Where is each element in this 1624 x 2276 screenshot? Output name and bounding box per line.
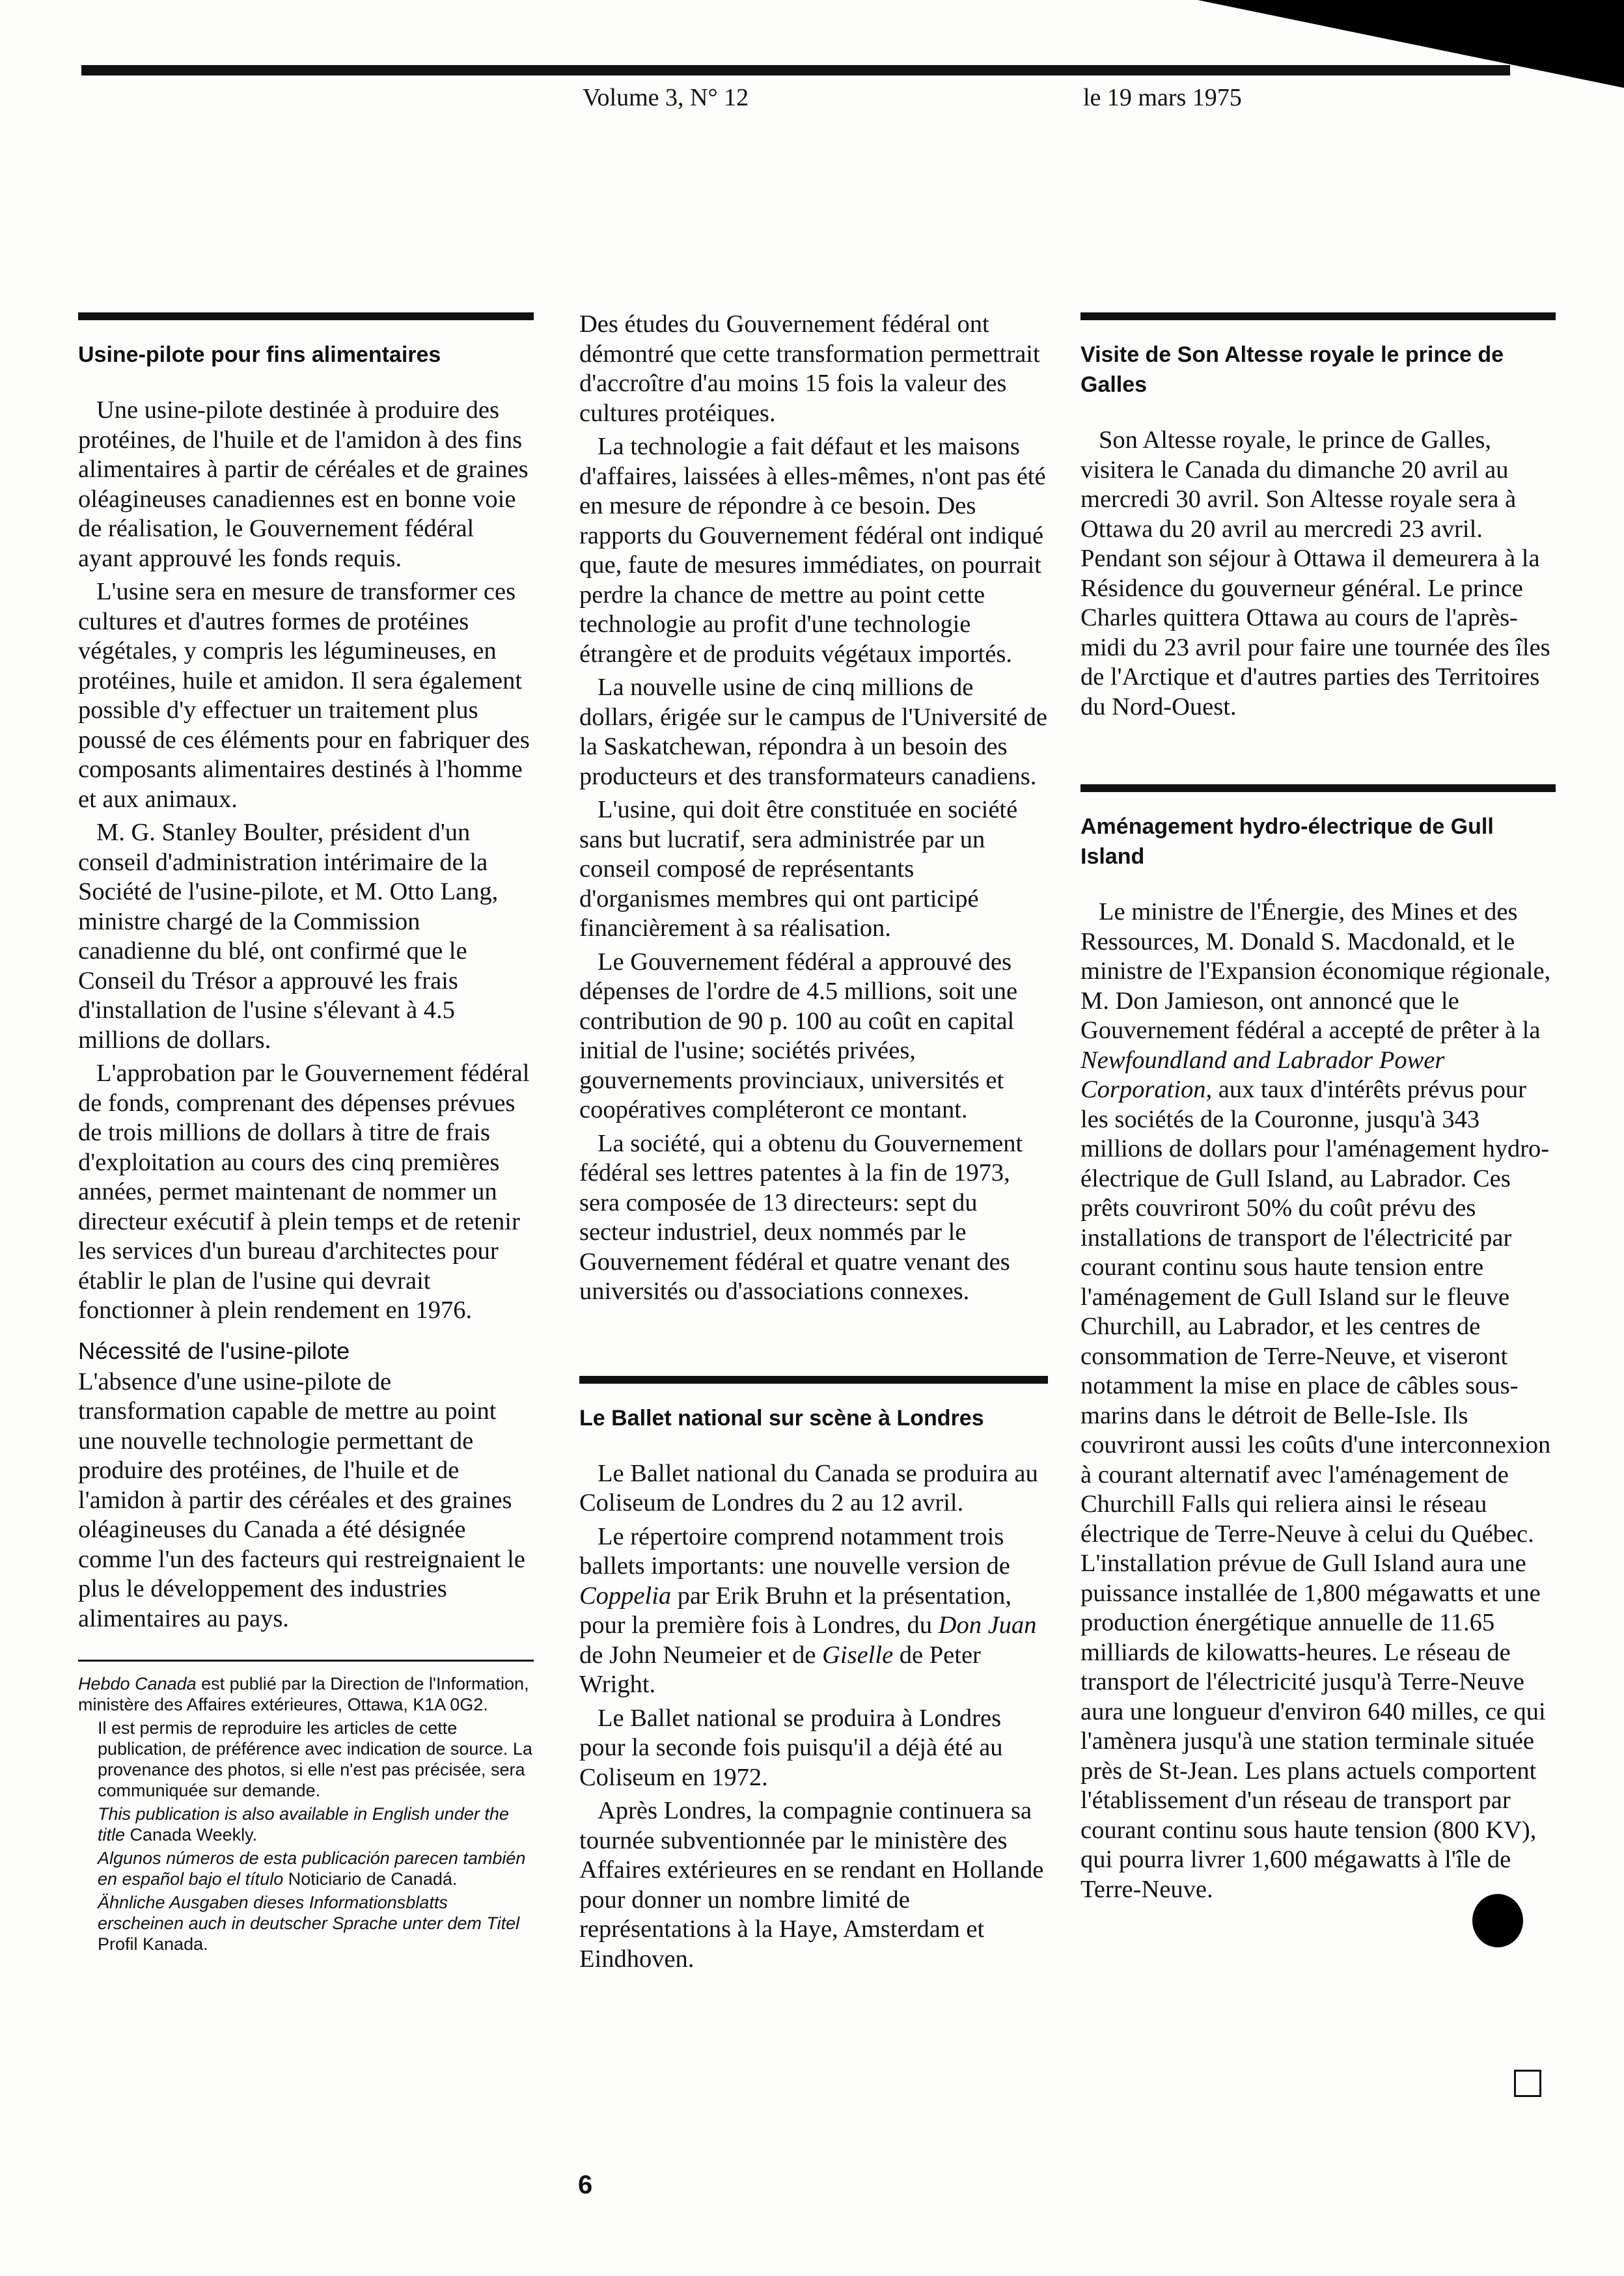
scan-corner-mark (0, 0, 1624, 91)
article-title-gull-island: Aménagement hydro-électrique de Gull Island (1080, 814, 1494, 869)
paragraph: La nouvelle usine de cinq millions de dollars, érigée sur le campus de l'Université de la Saskatchewan, répondra à un besoin des producteurs et des transformateurs canadiens. (579, 674, 1047, 790)
paragraph: L'absence d'une usine-pilote de transformation capable de mettre au point une nouvelle technologie permettant de produire des protéines, de l'huile et de l'amidon à partir des céréales et des graines oléagineuses du Canada a été désignée comme l'un des facteurs qui restreignaient le plus le développement des industries alimentaires au pays. (78, 1367, 525, 1632)
imprint-line (78, 1803, 534, 1845)
paragraph (579, 1522, 1048, 1700)
volume-number: Volume 3, N° 12 (583, 84, 749, 111)
page-number: 6 (578, 2171, 593, 2199)
text-run: de Peter Wright. (579, 1641, 981, 1698)
paragraph: M. G. Stanley Boulter, président d'un conseil d'administration intérimaire de la Société de l'usine-pilote, et M. Otto Lang, ministre chargé de la Commission canadienne du blé, ont confirmé que le Conseil du Trésor a approuvé les frais d'installation de l'usine s'élevant à 4.5 millions de dollars. (78, 819, 499, 1054)
imprint-italic: This publication is also available in English under the title (98, 1804, 509, 1844)
paragraph: L'approbation par le Gouvernement fédéral de fonds, comprenant des dépenses prévues de trois millions de dollars à titre de frais d'exploitation au cours des cinq premières années, permet maintenant de nommer un directeur exécutif à plein temps et de retenir les services d'un bureau d'architectes pour établir le plan de l'usine qui devrait fonctionner à plein rendement en 1976. (78, 1060, 530, 1324)
ink-blot (1472, 1894, 1523, 1947)
ballet-name-coppelia: Coppelia (579, 1582, 672, 1610)
paragraph: L'usine, qui doit être constituée en société sans but lucratif, sera administrée par un conseil composé de représentants d'organismes membres qui ont participé financièrement à sa réalisation. (579, 796, 1018, 942)
section-rule (1080, 784, 1556, 792)
imprint-line (78, 1673, 534, 1715)
column-3 (1080, 312, 1556, 1908)
text-run: Le ministre de l'Énergie, des Mines et des Ressources, M. Donald S. Macdonald, et le ministre de l'Expansion économique régionale, M. Don Jamieson, ont annoncé que le Gouvernement fédéral a accepté de prêter à la (1080, 898, 1551, 1044)
issue-date: le 19 mars 1975 (1083, 84, 1242, 111)
section-rule (579, 1376, 1048, 1384)
masthead (0, 83, 1624, 122)
text-run: Le répertoire comprend notamment trois ballets importants: une nouvelle version de (579, 1522, 1010, 1580)
paragraph: Son Altesse royale, le prince de Galles, visitera le Canada du dimanche 20 avril au mercredi 30 avril. Son Altesse royale sera à Ottawa du 20 avril au mercredi 23 avril. Pendant son séjour à Ottawa il demeurera à la Résidence du gouverneur général. Le prince Charles quittera Ottawa au cours de l'après-midi du 23 avril pour faire une tournée des îles de l'Arctique et d'autres parties des Territoires du Nord-Ouest. (1080, 426, 1550, 720)
ballet-name-giselle: Giselle (822, 1641, 894, 1669)
text-run: aux taux d'intérêts prévus pour les sociétés de la Couronne, jusqu'à 343 millions de dollars pour l'aménagement hydro-électrique de Gull Island, au Labrador. Ces prêts couvriront 50% du coût prévu des installations de transport de l'électricité par courant continu sous haute tension entre l'aménagement de Gull Island sur le fleuve Churchill, au Labrador, et les centres de consommation de Terre-Neuve, et viseront notamment la mise en place de câbles sous-marins dans le détroit de Belle-Isle. Ils couvriront aussi les coûts d'une interconnexion à courant alternatif avec l'aménagement de Churchill Falls qui reliera ainsi le réseau électrique de Terre-Neuve à celui du Québec. L'installation prévue de Gull Island aura une puissance installée de 1,800 mégawatts et une production énergétique annuelle de 11.65 milliards de kilowatts-heures. Le réseau de transport de l'électricité jusqu'à Terre-Neuve aura une longueur d'environ 640 milles, ce qui l'amènera jusqu'à une station terminale située près de St-Jean. Les plans actuels comportent l'établissement d'un réseau de transport par courant continu sous haute tension (800 KV), qui pourra livrer 1,600 mégawatts à l'île de Terre-Neuve. (1080, 1076, 1551, 1903)
end-of-article-box (1514, 2070, 1541, 2097)
paragraph (1080, 898, 1556, 1904)
paragraph: La technologie a fait défaut et les maisons d'affaires, laissées à elles-mêmes, n'ont pas été en mesure de répondre à ce besoin. Des rapports du Gouvernement fédéral ont indiqué que, faute de mesures immédiates, on pourrait perdre la chance de mettre au point cette technologie au profit d'une technologie étrangère et de produits végétaux importés. (579, 433, 1046, 668)
text-run: par Erik Bruhn et la présentation, pour la première fois à Londres, du (579, 1582, 1012, 1639)
section-rule (1080, 312, 1556, 320)
paragraph: L'usine sera en mesure de transformer ces cultures et d'autres formes de protéines végétales, y compris les légumineuses, en protéines, huile et amidon. Il sera également possible d'y effectuer un traitement plus poussé de ces éléments pour en fabriquer des composants alimentaires destinés à l'homme et aux animaux. (78, 578, 530, 813)
imprint-line: Il est permis de reproduire les articles de cette publication, de préférence avec indication de source. La provenance des photos, si elle n'est pas précisée, sera communiquée sur demande. (98, 1718, 532, 1800)
column-2 (579, 310, 1048, 1978)
section-rule (78, 312, 534, 320)
imprint-text: Canada Weekly. (125, 1825, 258, 1844)
paragraph: Le Ballet national se produira à Londres pour la seconde fois puisqu'il a déjà été au Coliseum en 1972. (579, 1704, 1003, 1791)
paragraph: Le Ballet national du Canada se produira au Coliseum de Londres du 2 au 12 avril. (579, 1459, 1038, 1516)
top-rule (81, 65, 1510, 75)
article-title-usine-pilote: Usine-pilote pour fins alimentaires (78, 342, 441, 367)
imprint-italic: Hebdo Canada (78, 1674, 197, 1693)
paragraph: Après Londres, la compagnie continuera sa tournée subventionnée par le ministère des Affaires extérieures en se rendant en Hollande pour donner un nombre limité de représentations à la Haye, Amsterdam et Eindhoven. (579, 1797, 1044, 1973)
ballet-name-don-juan: Don Juan (938, 1611, 1037, 1639)
paragraph: Une usine-pilote destinée à produire des protéines, de l'huile et de l'amidon à des fins alimentaires à partir de céréales et de graines oléagineuses canadiennes est en bonne voie de réalisation, le Gouvernement fédéral ayant approuvé les fonds requis. (78, 396, 529, 572)
imprint-text: Noticiario de Canadá. (283, 1869, 458, 1889)
paragraph: Des études du Gouvernement fédéral ont démontré que cette transformation permettrait d'accroître d'au moins 15 fois la valeur des cultures protéiques. (579, 310, 1040, 427)
imprint-italic: Algunos números de esta publicación parecen también en español bajo el título (98, 1848, 526, 1889)
paragraph: Le Gouvernement fédéral a approuvé des dépenses de l'ordre de 4.5 millions, soit une contribution de 90 p. 100 au coût en capital initial de l'usine; sociétés privées, gouvernements provinciaux, universités et coopératives compléteront ce montant. (579, 948, 1018, 1123)
imprint-text: Profil Kanada. (98, 1934, 208, 1954)
imprint-italic: Ähnliche Ausgaben dieses Informationsblatts erscheinen auch in deutscher Sprache unter dem Titel (98, 1893, 520, 1933)
imprint-text: est publié par la Direction de l'Information, ministère des Affaires extérieures, Ottawa, K1A 0G2. (78, 1674, 529, 1714)
paragraph: La société, qui a obtenu du Gouvernement fédéral ses lettres patentes à la fin de 1973, sera composée de 13 directeurs: sept du secteur industriel, deux nommés par le Gouvernement fédéral et quatre venant des universités ou d'associations connexes. (579, 1129, 1023, 1305)
corporation-name: Newfoundland and Labrador Power Corporation, (1080, 1046, 1445, 1103)
imprint-line (78, 1848, 534, 1889)
column-1 (78, 312, 534, 1957)
publication-imprint (78, 1660, 534, 1954)
subheading: Nécessité de l'usine-pilote (78, 1337, 350, 1364)
text-run: de John Neumeier et de (579, 1641, 823, 1669)
article-title-prince-visit: Visite de Son Altesse royale le prince de Galles (1080, 342, 1504, 397)
imprint-line (78, 1892, 534, 1954)
article-title-ballet: Le Ballet national sur scène à Londres (579, 1405, 984, 1431)
